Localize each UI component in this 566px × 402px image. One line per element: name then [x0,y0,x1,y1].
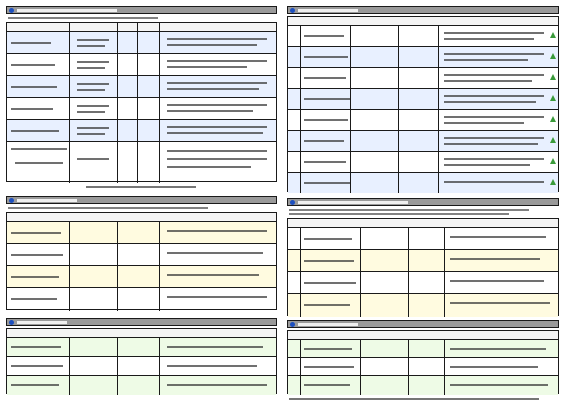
table-row [288,47,558,68]
section-2-title-bar [17,199,77,202]
tree-icon [550,158,556,164]
section-6 [287,320,559,402]
table-row [7,76,276,98]
table-row [288,294,558,317]
tree-icon [550,74,556,80]
tree-icon [550,116,556,122]
table-row [7,222,276,244]
bullet-icon [9,8,14,13]
section-6-table [287,330,559,394]
bullet-icon [290,8,295,13]
section-1-footnote [86,186,196,188]
table-row [288,173,558,193]
table-row [288,376,558,395]
tree-icon [550,137,556,143]
tree-icon [550,95,556,101]
bullet-icon [290,322,295,327]
section-5-note [289,213,509,215]
section-3-table [6,328,277,394]
section-1-title-bar [17,9,117,12]
section-3-header [6,318,277,326]
section-3 [6,318,277,398]
table-row [7,357,276,376]
section-4 [287,6,559,194]
section-2-header [6,196,277,204]
table-row [288,340,558,358]
table-row [288,228,558,250]
bullet-icon [9,320,14,325]
section-1-table [6,22,277,182]
table-row [288,131,558,152]
table-row [7,288,276,311]
section-3-title-bar [17,321,67,324]
table-row [288,152,558,173]
table-row [7,266,276,288]
section-5-header [287,198,559,206]
section-1-header [6,6,277,14]
section-6-header [287,320,559,328]
section-5-title-bar [298,201,408,204]
bullet-icon [9,198,14,203]
table-row [7,244,276,266]
section-6-title-bar [298,323,358,326]
table-header [7,23,276,32]
section-5-table [287,218,559,316]
table-row [7,338,276,357]
section-1 [6,6,277,192]
tree-icon [550,179,556,185]
section-4-table [287,16,559,192]
section-2 [6,196,277,314]
table-row [288,110,558,131]
table-row [288,89,558,110]
table-row [7,32,276,54]
table-row [7,120,276,142]
tree-icon [550,53,556,59]
table-row [7,376,276,395]
section-2-table [6,212,277,310]
bullet-icon [290,200,295,205]
table-row [288,358,558,376]
section-2-note [8,207,208,209]
table-row [288,272,558,294]
section-4-header [287,6,559,14]
tree-icon [550,32,556,38]
section-1-note [8,17,158,19]
section-4-title-bar [298,9,358,12]
section-5 [287,198,559,318]
table-row [288,68,558,89]
table-row [7,98,276,120]
table-row [288,26,558,47]
table-row [7,142,276,183]
table-row [7,54,276,76]
section-5-note [289,209,529,211]
table-row [288,250,558,272]
